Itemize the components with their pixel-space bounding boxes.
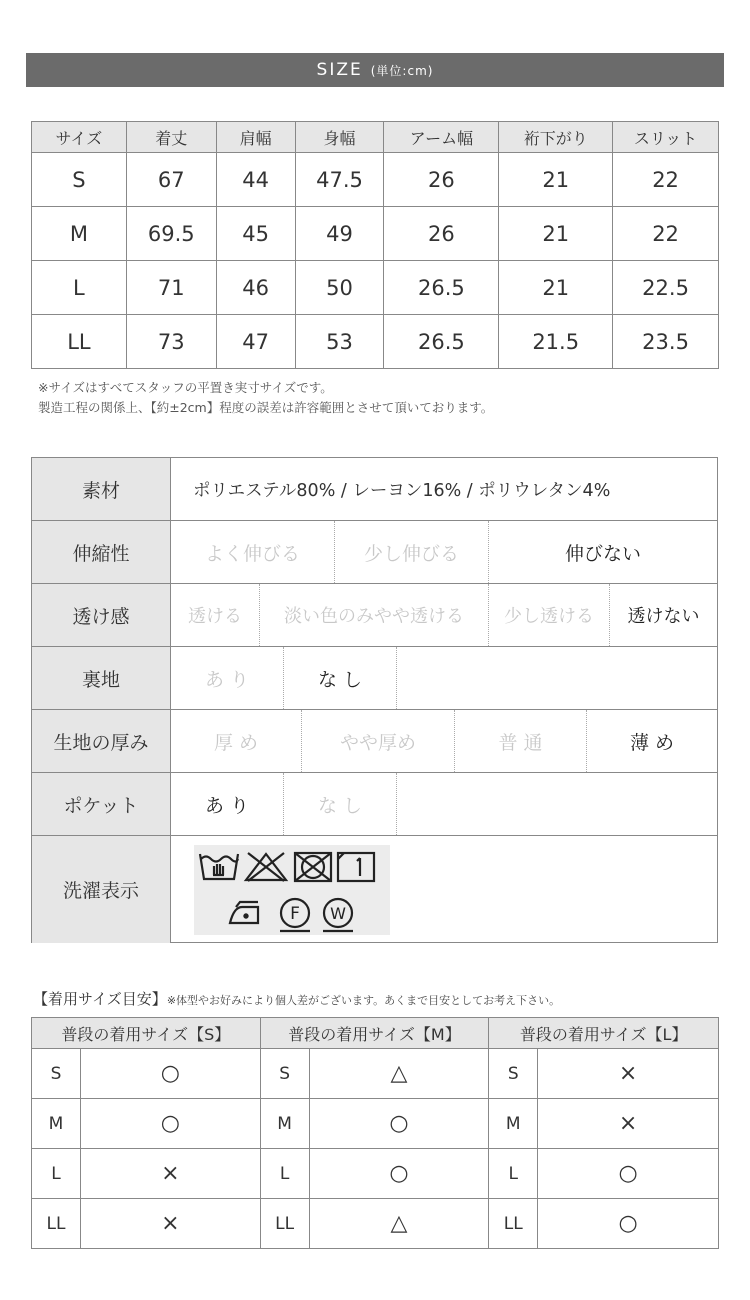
spec-row-thickness bbox=[32, 709, 717, 772]
spec-label-sheer: 透け感 bbox=[32, 584, 171, 646]
guide-mark-cell: × bbox=[80, 1149, 260, 1199]
sheer-option: 淡い色のみやや透ける bbox=[260, 584, 489, 646]
size-table-header: 着丈 bbox=[126, 122, 216, 153]
guide-size-cell: LL bbox=[489, 1199, 538, 1249]
table-cell: 49 bbox=[295, 207, 384, 261]
spec-row-lining bbox=[32, 646, 717, 709]
spec-label-pocket: ポケット bbox=[32, 773, 171, 835]
guide-mark-cell: ○ bbox=[538, 1149, 719, 1199]
guide-mark-cell: △ bbox=[309, 1049, 489, 1099]
size-notes bbox=[38, 378, 493, 418]
guide-mark-cell: ○ bbox=[80, 1049, 260, 1099]
table-cell: M bbox=[32, 207, 127, 261]
guide-table bbox=[31, 1017, 719, 1249]
no-bleach-icon bbox=[246, 853, 286, 881]
spec-row-stretch bbox=[32, 520, 717, 583]
size-table-header: スリット bbox=[613, 122, 719, 153]
spec-label-stretch: 伸縮性 bbox=[32, 521, 171, 583]
table-cell: 26.5 bbox=[384, 261, 499, 315]
guide-mark-cell: ○ bbox=[80, 1099, 260, 1149]
guide-size-cell: M bbox=[489, 1099, 538, 1149]
wet-clean-letter: W bbox=[330, 904, 346, 923]
hand-wash-icon bbox=[200, 854, 238, 879]
size-note-line: ※サイズはすべてスタッフの平置き実寸サイズです。 bbox=[38, 380, 333, 395]
size-table-header: 肩幅 bbox=[216, 122, 295, 153]
table-row bbox=[32, 261, 719, 315]
guide-header: 普段の着用サイズ【S】 bbox=[32, 1018, 261, 1049]
table-cell: 53 bbox=[295, 315, 384, 369]
stretch-option: 少し伸びる bbox=[335, 521, 489, 583]
guide-mark-cell: × bbox=[538, 1099, 719, 1149]
guide-size-cell: S bbox=[260, 1049, 309, 1099]
table-cell: LL bbox=[32, 315, 127, 369]
guide-size-cell: L bbox=[32, 1149, 81, 1199]
thickness-option: 薄 め bbox=[629, 731, 675, 754]
guide-size-cell: S bbox=[489, 1049, 538, 1099]
line-dry-shade-icon bbox=[338, 853, 374, 881]
care-symbols-svg bbox=[194, 845, 390, 935]
material-value: ポリエステル80% / レーヨン16% / ポリウレタン4% bbox=[193, 480, 611, 501]
table-cell: 26.5 bbox=[384, 315, 499, 369]
guide-size-cell: LL bbox=[260, 1199, 309, 1249]
spec-label-material: 素材 bbox=[32, 458, 171, 520]
thickness-option: やや厚め bbox=[302, 710, 455, 772]
lining-option: あ り bbox=[171, 647, 284, 709]
guide-header: 普段の着用サイズ【L】 bbox=[489, 1018, 719, 1049]
table-cell: 26 bbox=[384, 207, 499, 261]
table-cell: 47.5 bbox=[295, 153, 384, 207]
table-cell: L bbox=[32, 261, 127, 315]
table-row bbox=[32, 153, 719, 207]
care-symbols bbox=[194, 845, 390, 935]
guide-size-cell: M bbox=[32, 1099, 81, 1149]
size-table-header: 裄下がり bbox=[499, 122, 613, 153]
thickness-option: 普 通 bbox=[455, 710, 587, 772]
table-cell: 45 bbox=[216, 207, 295, 261]
iron-low-icon bbox=[230, 902, 258, 923]
size-table-header: サイズ bbox=[32, 122, 127, 153]
guide-mark-cell: ○ bbox=[538, 1199, 719, 1249]
table-cell: 23.5 bbox=[613, 315, 719, 369]
spec-row-sheer bbox=[32, 583, 717, 646]
guide-mark-cell: × bbox=[80, 1199, 260, 1249]
pocket-option: あ り bbox=[171, 773, 284, 835]
table-row bbox=[32, 1199, 719, 1249]
size-table-header: 身幅 bbox=[295, 122, 384, 153]
dry-clean-letter: F bbox=[290, 904, 300, 924]
spec-label-thickness: 生地の厚み bbox=[32, 710, 171, 772]
guide-subtitle: ※体型やお好みにより個人差がございます。あくまで目安としてお考え下さい。 bbox=[166, 994, 561, 1007]
guide-header-row bbox=[32, 1018, 719, 1049]
guide-size-cell: L bbox=[489, 1149, 538, 1199]
table-cell: 67 bbox=[126, 153, 216, 207]
table-cell: 21 bbox=[499, 207, 613, 261]
table-row bbox=[32, 1049, 719, 1099]
table-row bbox=[32, 207, 719, 261]
guide-mark-cell: × bbox=[538, 1049, 719, 1099]
size-note-line: 製造工程の関係上、【約±2cm】程度の誤差は許容範囲とさせて頂いております。 bbox=[38, 400, 494, 415]
table-cell: 22.5 bbox=[613, 261, 719, 315]
table-cell: 46 bbox=[216, 261, 295, 315]
table-cell: 22 bbox=[613, 153, 719, 207]
table-cell: 22 bbox=[613, 207, 719, 261]
table-row bbox=[32, 1149, 719, 1199]
size-table bbox=[31, 121, 719, 369]
no-tumble-dry-icon bbox=[295, 853, 331, 881]
spec-label-lining: 裏地 bbox=[32, 647, 171, 709]
size-header-bar bbox=[26, 53, 724, 87]
size-table-header: アーム幅 bbox=[384, 122, 499, 153]
table-cell: 21.5 bbox=[499, 315, 613, 369]
stretch-option: 伸びない bbox=[564, 542, 641, 565]
guide-size-cell: M bbox=[260, 1099, 309, 1149]
size-header-unit: (単位:cm) bbox=[370, 63, 434, 78]
sheer-option: 透けない bbox=[627, 606, 700, 627]
size-header-title: SIZE bbox=[316, 60, 363, 80]
sheer-option: 少し透ける bbox=[489, 584, 610, 646]
spec-row-pocket bbox=[32, 772, 717, 835]
table-row bbox=[32, 1099, 719, 1149]
table-cell: 21 bbox=[499, 153, 613, 207]
guide-size-cell: L bbox=[260, 1149, 309, 1199]
size-table-header-row bbox=[32, 122, 719, 153]
table-cell: 21 bbox=[499, 261, 613, 315]
lining-option: な し bbox=[284, 647, 397, 709]
guide-mark-cell: ○ bbox=[309, 1099, 489, 1149]
table-cell: 44 bbox=[216, 153, 295, 207]
table-row bbox=[32, 315, 719, 369]
guide-size-cell: S bbox=[32, 1049, 81, 1099]
sheer-option: 透ける bbox=[171, 584, 260, 646]
table-cell: 47 bbox=[216, 315, 295, 369]
lining-empty-cell bbox=[397, 647, 717, 709]
spec-label-care: 洗濯表示 bbox=[32, 836, 171, 943]
pocket-empty-cell bbox=[397, 773, 717, 835]
pocket-option: な し bbox=[284, 773, 397, 835]
table-cell: 69.5 bbox=[126, 207, 216, 261]
guide-title bbox=[33, 988, 560, 1009]
guide-size-cell: LL bbox=[32, 1199, 81, 1249]
thickness-option: 厚 め bbox=[171, 710, 302, 772]
guide-mark-cell: △ bbox=[309, 1199, 489, 1249]
table-cell: 73 bbox=[126, 315, 216, 369]
table-cell: S bbox=[32, 153, 127, 207]
guide-title-main: 【着用サイズ目安】 bbox=[33, 990, 167, 1008]
table-cell: 71 bbox=[126, 261, 216, 315]
table-cell: 50 bbox=[295, 261, 384, 315]
stretch-option: よく伸びる bbox=[171, 521, 335, 583]
spec-row-material bbox=[32, 458, 717, 520]
guide-header: 普段の着用サイズ【M】 bbox=[260, 1018, 489, 1049]
guide-mark-cell: ○ bbox=[309, 1149, 489, 1199]
table-cell: 26 bbox=[384, 153, 499, 207]
